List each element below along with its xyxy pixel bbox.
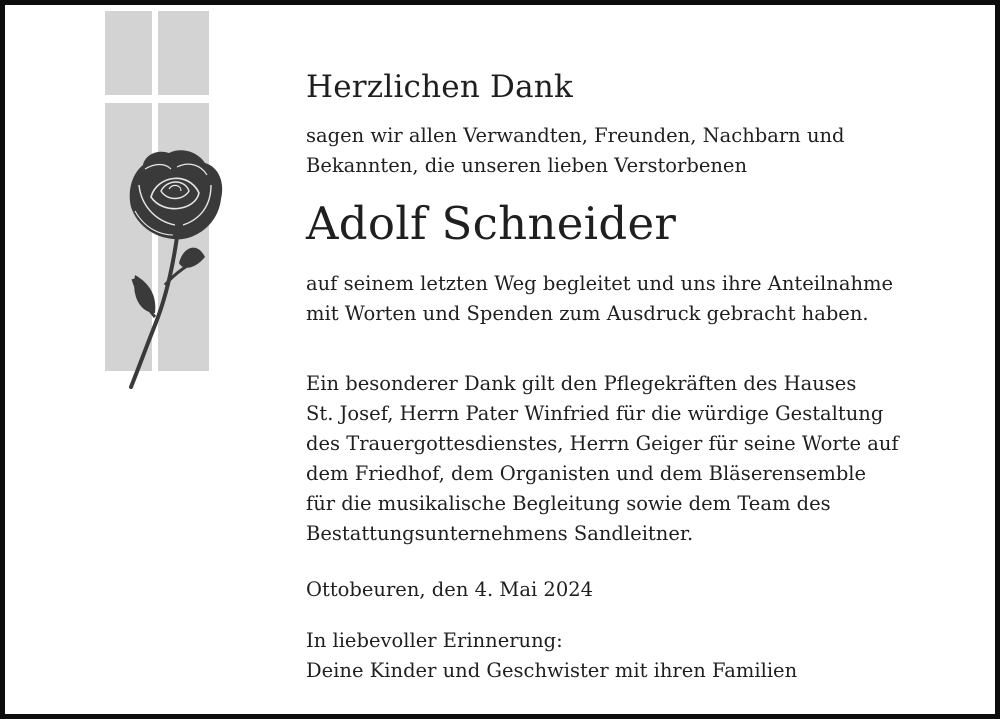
thanks-text: auf seinem letzten Weg begleitet und uns ihre Anteilnahme mit Worten und Spenden zum Ausdruck gebracht haben. — [306, 272, 894, 325]
special-thanks-text: Ein besonderer Dank gilt den Pflegekräften des Hauses St. Josef, Herrn Pater Winfried für die würdige Gestaltung des Trauergottesdienstes, Herrn Geiger für seine Worte auf dem Friedhof, dem Organisten und dem Bläserensemble für die musikalische Begleitung sowie dem Team des Bestattungsunternehmens Sandleitner. — [306, 372, 899, 545]
place-date: Ottobeuren, den 4. Mai 2024 — [306, 578, 594, 601]
deceased-name: Adolf Schneider — [306, 197, 677, 250]
rose-icon — [115, 145, 235, 395]
heading: Herzlichen Dank — [306, 69, 573, 105]
closing-text: In liebevoller Erinnerung: Deine Kinder und Geschwister mit ihren Familien — [306, 629, 798, 682]
intro-text: sagen wir allen Verwandten, Freunden, Nachbarn und Bekannten, die unseren lieben Verstorbenen — [306, 124, 845, 177]
